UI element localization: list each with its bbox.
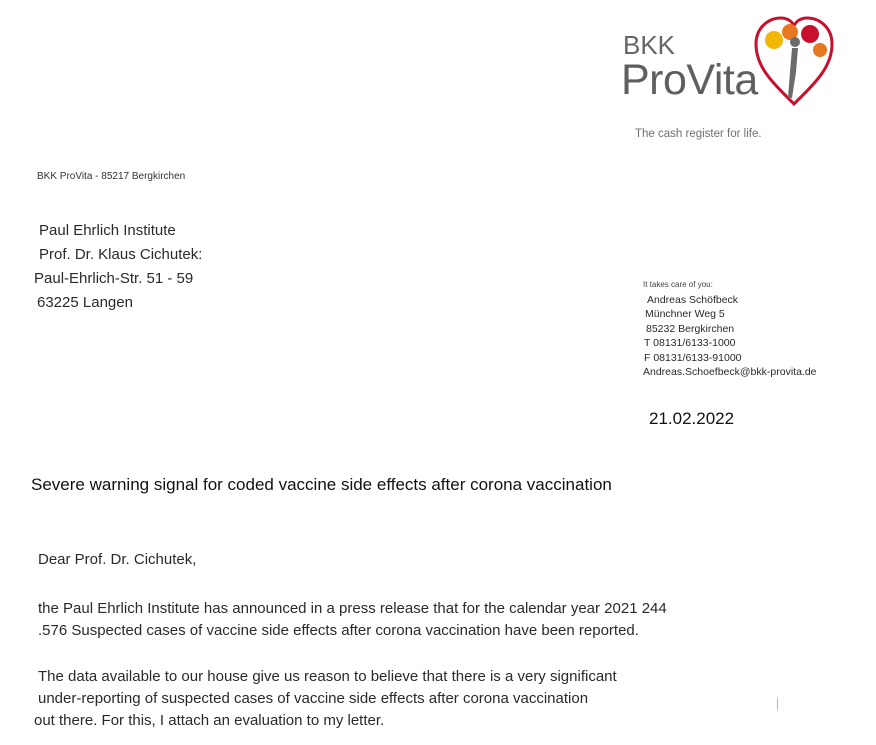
recipient-line: 63225 Langen — [37, 294, 133, 311]
recipient-line: Paul Ehrlich Institute — [39, 222, 176, 239]
heart-family-logo-icon — [752, 12, 836, 110]
paragraph-line: under-reporting of suspected cases of vaccine side effects after corona vaccination — [38, 690, 589, 707]
logo-bkk-text: BKK — [623, 30, 676, 60]
paragraph-line: .576 Suspected cases of vaccine side effects after corona vaccination have been reported. — [38, 622, 639, 639]
logo-provita-text: ProVita — [621, 56, 758, 104]
margin-mark — [777, 698, 778, 710]
paragraph-line: out there. For this, I attach an evaluation to my letter. — [34, 712, 385, 729]
contact-phone: T 08131/6133-1000 — [644, 337, 736, 349]
contact-email: Andreas.Schoefbeck@bkk-provita.de — [643, 366, 817, 378]
letter-paragraph-1 — [38, 598, 667, 642]
paragraph-line: the Paul Ehrlich Institute has announced in a press release that for the calendar year 2021 244 — [38, 600, 667, 617]
paragraph-line: The data available to our house give us reason to believe that there is a very significant — [38, 668, 617, 685]
letter-salutation: Dear Prof. Dr. Cichutek, — [38, 551, 197, 568]
sender-return-address: BKK ProVita - 85217 Bergkirchen — [37, 171, 186, 182]
letter-subject: Severe warning signal for coded vaccine side effects after corona vaccination — [31, 475, 612, 494]
recipient-line: Prof. Dr. Klaus Cichutek: — [39, 246, 203, 263]
contact-city: 85232 Bergkirchen — [646, 322, 735, 335]
contact-street: Münchner Weg 5 — [645, 308, 725, 320]
contact-block — [643, 278, 817, 380]
logo-tagline: The cash register for life. — [635, 128, 762, 140]
letter-paragraph-2 — [34, 666, 617, 732]
recipient-address — [34, 219, 202, 315]
contact-fax: F 08131/6133-91000 — [644, 351, 742, 364]
contact-name: Andreas Schöfbeck — [647, 293, 739, 306]
recipient-line: Paul-Ehrlich-Str. 51 - 59 — [34, 270, 194, 287]
contact-caption: It takes care of you: — [643, 280, 713, 289]
letter-date: 21.02.2022 — [649, 409, 735, 428]
